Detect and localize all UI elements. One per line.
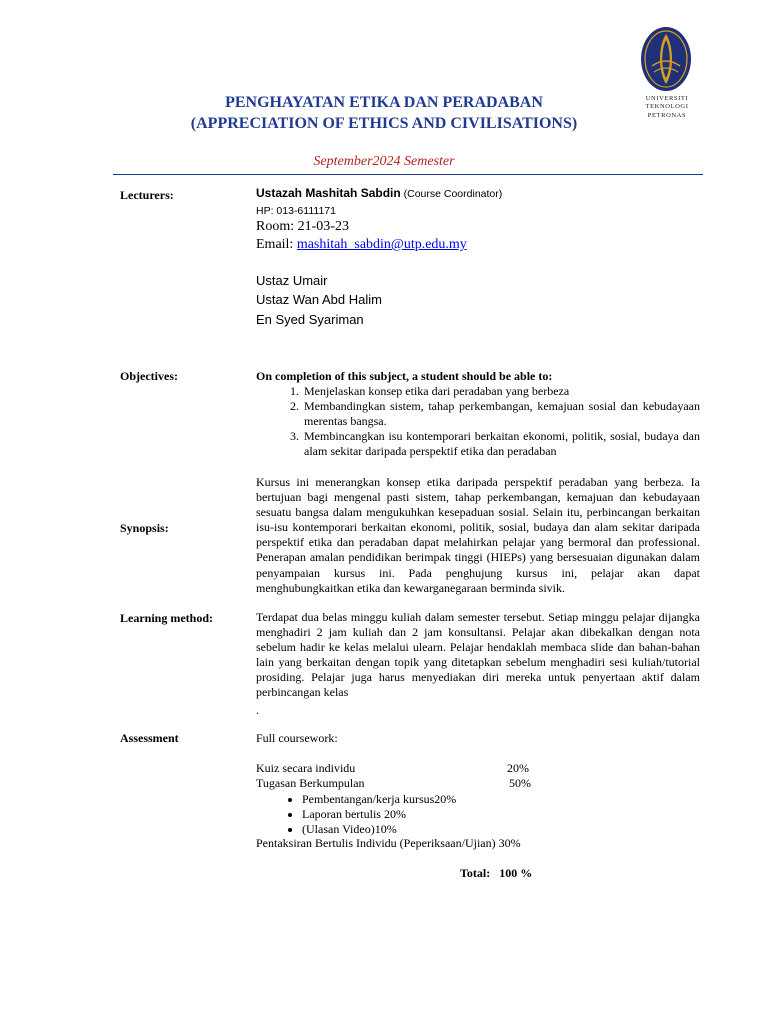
header-divider	[113, 174, 703, 175]
lecturer-umair: Ustaz Umair	[256, 273, 328, 288]
quiz-percentage: 20%	[507, 761, 529, 775]
learning-method-label: Learning method:	[120, 611, 213, 625]
coordinator-room: Room: 21-03-23	[256, 219, 349, 234]
learning-method-text: Terdapat dua belas minggu kuliah dalam semester tersebut. Setiap minggu pelajar dijangka menghadiri 2 jam kuliah dan 2 jam konsultansi. Pelajar akan dibekalkan dengan nota sebelum hadir ke kelas melalui ulearn. Pelajar hendaklah membaca slide dan bahan-bahan lain yang berkaitan dengan topik yang ditetapkan sebelum menghadiri sesi kuliah/tutorial prosiding. Pelajar juga harus menyediakan diri mereka untuk penyertaan aktif dalam perbincangan kelas	[256, 610, 700, 700]
coordinator-line	[256, 186, 502, 201]
objective-item: 2. Membandingkan sistem, tahap perkembangan, kemajuan sosial dan kebudayaan merentas bangsa.	[302, 399, 700, 429]
lecturer-wan-abd-halim: Ustaz Wan Abd Halim	[256, 292, 382, 307]
quiz-label: Kuiz secara individu	[256, 761, 356, 775]
utp-logo-emblem	[640, 26, 692, 92]
total-value: 100 %	[499, 866, 533, 880]
logo-text-line-2: TEKNOLOGI	[645, 103, 689, 110]
objectives-heading: On completion of this subject, a student should be able to:	[256, 369, 553, 383]
lecturers-label: Lecturers:	[120, 188, 174, 202]
coordinator-phone: HP: 013-6111171	[256, 205, 336, 217]
total-line	[460, 866, 532, 881]
objective-item: 1. Menjelaskan konsep etika dari peradaban yang berbeza	[302, 384, 700, 399]
group-task-item: • Laporan bertulis 20%	[302, 807, 456, 822]
semester-label: September2024 Semester	[313, 154, 455, 169]
logo-text-line-3: PETRONAS	[647, 112, 687, 119]
objective-item: 3. Membincangkan isu kontemporari berkaitan ekonomi, politik, sosial, budaya dan alam sekitar daripada perspektif etika dan peradaban	[302, 429, 700, 459]
email-link[interactable]: mashitah_sabdin@utp.edu.my	[296, 237, 467, 252]
synopsis-text: Kursus ini menerangkan konsep etika daripada perspektif peradaban yang berbeza. Ia bertujuan bagi mengenal pasti sistem, tahap perkembangan, kemajuan dan kebudayaan sesuatu bangsa dalam mengukuhkan kesepaduan sosial. Selain itu, perbincangan berkaitan isu-isu kontemporari berkaitan ekonomi, politik, sosial, budaya dan alam sekitar daripada perspektif etika dan peradaban dapat melahirkan pelajar yang bermoral dan professional. Penerapan amalan pendidikan berimpak tinggi (HIEPs) yang bersesuaian digunakan dalam penyampaian kursus ini. Pada penghujung kursus ini, pelajar akan dapat menghubungkaitkan etika dan kewarganegaraan berminda sivik.	[256, 475, 700, 595]
learning-method-trailing: .	[256, 703, 259, 717]
group-task-item: • (Ulasan Video)10%	[302, 822, 456, 837]
coordinator-role: (Course Coordinator)	[400, 188, 503, 200]
assessment-label: Assessment	[120, 731, 179, 745]
email-label: Email:	[256, 237, 297, 252]
group-task-breakdown	[256, 792, 456, 837]
course-title-english: (APPRECIATION OF ETHICS AND CIVILISATIONS)	[190, 115, 578, 132]
objectives-list	[256, 384, 700, 459]
group-task-label: Tugasan Berkumpulan	[256, 776, 365, 790]
synopsis-label: Synopsis:	[120, 521, 169, 535]
group-task-percentage: 50%	[509, 776, 531, 790]
coordinator-name: Ustazah Mashitah Sabdin	[256, 186, 401, 200]
group-task-item: • Pembentangan/kerja kursus20%	[302, 792, 456, 807]
logo-text-line-1: UNIVERSITI	[645, 95, 689, 102]
lecturer-syed-syariman: En Syed Syariman	[256, 312, 364, 327]
course-title-malay: PENGHAYATAN ETIKA DAN PERADABAN	[225, 94, 543, 111]
assessment-intro: Full coursework:	[256, 731, 338, 745]
total-label: Total:	[460, 866, 491, 880]
coordinator-email-line	[256, 237, 467, 253]
written-assessment: Pentaksiran Bertulis Individu (Peperiksaan/Ujian) 30%	[256, 836, 521, 850]
objectives-label: Objectives:	[120, 369, 178, 383]
